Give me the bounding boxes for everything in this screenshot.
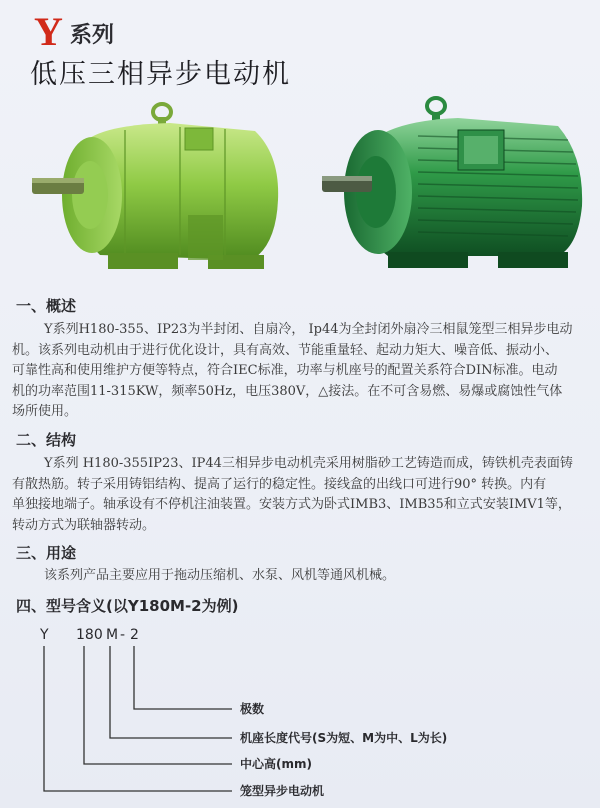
overview-paragraph [12,320,588,423]
model-code-dash: - [120,627,126,643]
motor-ip23-image [30,95,290,280]
overview-line: 可靠性高和使用维护方便等特点，符合IEC标准，功率与机座号的配置关系符合DIN标准。电动 [12,363,558,378]
overview-line: Y系列H180-355、IP23为半封闭、自扇冷， Ip44为全封闭外扇冷三相鼠笼型三相异步电动 [44,322,573,337]
structure-paragraph [12,454,588,536]
brand-letter: Y [34,9,63,54]
structure-line: 单独接地端子。轴承设有不停机注油装置。安装方式为卧式IMB3、IMB35和立式安装IMV1等， [12,497,571,512]
usage-line: 该系列产品主要应用于拖动压缩机、水泵、风机等通风机械。 [44,568,396,583]
model-code-height: 180 [76,627,103,643]
overview-heading: 一、概述 [16,297,77,315]
structure-line: Y系列 H180-355IP23、IP44三相异步电动机壳采用树脂砂工艺铸造而成，铸铁机壳表面铸 [44,456,573,471]
model-code-length: M [106,627,119,643]
series-title: 系列 [70,23,115,48]
model-code-type: Y [40,627,49,643]
legend-center-height: 中心高(mm) [240,757,312,771]
legend-motor-type: 笼型异步电动机 [240,784,325,798]
usage-paragraph [12,566,588,587]
page-subtitle: 低压三相异步电动机 [30,59,291,90]
model-heading: 四、型号含义(以Y180M-2为例) [16,597,239,615]
overview-line: 机的功率范围11-315KW，频率50Hz，电压380V，△接法。在不可含易燃、易爆或腐蚀性气体 [12,383,563,399]
legend-frame-length: 机座长度代号(S为短、M为中、L为长) [240,731,448,745]
structure-line: 转动方式为联轴器转动。 [12,517,156,533]
overview-line: 场所使用。 [12,404,78,419]
structure-heading: 二、结构 [16,431,77,449]
overview-line: 机。该系列电动机由于进行优化设计，具有高效、节能重量轻、起动力矩大、噪音低、振动小、 [12,342,559,358]
model-code-poles: 2 [130,627,139,643]
usage-heading: 三、用途 [16,544,77,562]
legend-poles: 极数 [240,702,265,716]
motor-ip44-image [318,96,586,276]
structure-line: 有散热筋。转子采用铸铝结构、提高了运行的稳定性。接线盒的出线口可进行90° 转换。内有 [12,476,547,492]
